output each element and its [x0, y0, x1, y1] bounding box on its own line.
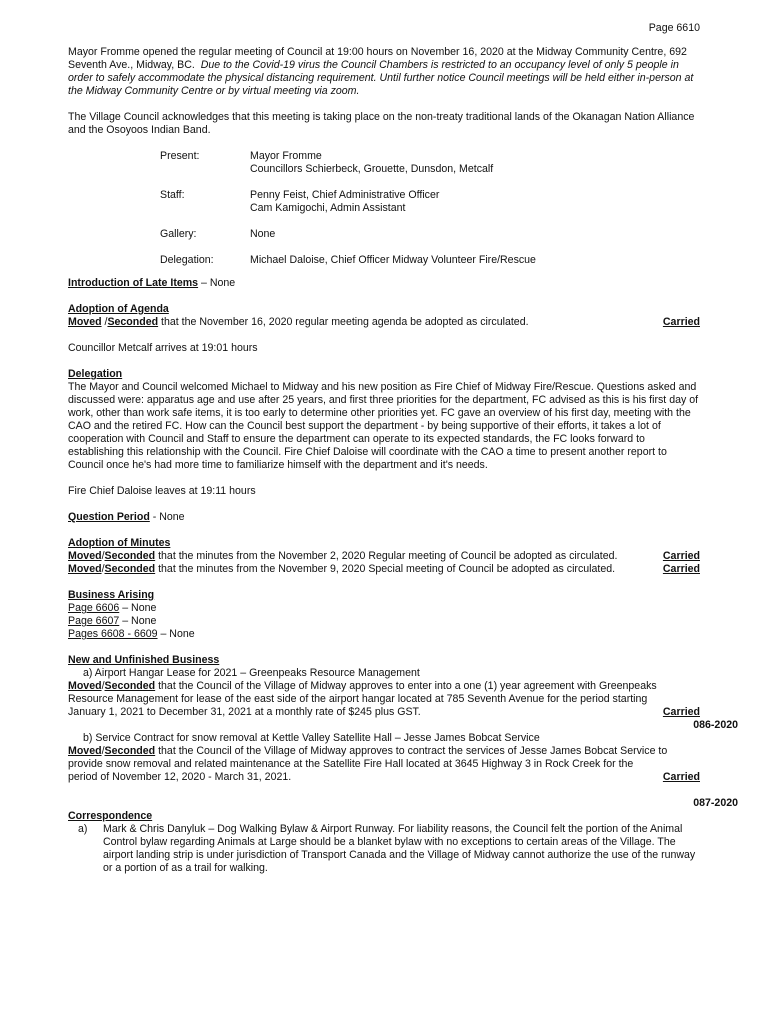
covid-note: Due to the Covid-19 virus the Council Chambers is restricted to an occupancy level of only 5 people in order to safely accommodate the physical distancing requirement. Until further notice Council meetings will be held either in-person at the Midway Community Centre or by virtual meeting via zoom.: [68, 59, 694, 97]
present-mayor: Mayor Fromme: [250, 150, 322, 162]
delegation-heading: Delegation: [68, 368, 123, 380]
minutes-moved-1: Moved: [68, 550, 102, 562]
business-arising-item-text: – None: [157, 628, 195, 640]
question-period-text: - None: [149, 511, 185, 523]
late-items-heading: Introduction of Late Items: [68, 277, 199, 289]
agenda-text: that the November 16, 2020 regular meeting agenda be adopted as circulated.: [158, 316, 529, 328]
business-arising-heading: Business Arising: [68, 589, 155, 601]
item-b-seconded: Seconded: [104, 745, 156, 757]
present-label: Present:: [160, 150, 200, 162]
attendance-present: [160, 150, 700, 176]
item-a-seconded: Seconded: [104, 680, 156, 692]
business-arising-item: [68, 602, 700, 615]
item-b-moved: Moved: [68, 745, 102, 757]
present-councillors: Councillors Schierbeck, Grouette, Dunsdon, Metcalf: [250, 163, 494, 175]
agenda-moved: Moved: [68, 316, 102, 328]
staff-cao: Penny Feist, Chief Administrative Officer: [250, 189, 440, 201]
new-business-heading: New and Unfinished Business: [68, 654, 220, 666]
question-period: [68, 511, 700, 524]
item-a-text: that the Council of the Village of Midway approves to enter into a one (1) year agreement with Greenpeaks Resource Management for lease of the east side of the airport hangar located at 785 Seventh Avenue for the period starting: [68, 680, 657, 705]
business-arising-item: [68, 628, 700, 641]
page-6607-link[interactable]: Page 6607: [68, 615, 120, 627]
fire-chief-leaves: Fire Chief Daloise leaves at 19:11 hours: [68, 485, 256, 497]
correspondence-heading: Correspondence: [68, 810, 153, 822]
business-arising-item-text: – None: [119, 602, 157, 614]
resolution-number-b: 087-2020: [693, 797, 738, 809]
item-a-text-end: January 1, 2021 to December 31, 2021 at a monthly rate of $245 plus GST.: [68, 706, 421, 718]
delegation-value: Michael Daloise, Chief Officer Midway Volunteer Fire/Rescue: [250, 254, 536, 266]
new-business-item-a-title: a) Airport Hangar Lease for 2021 – Greenpeaks Resource Management: [83, 667, 420, 679]
minutes-motion-2: [68, 563, 700, 576]
item-a-result: Carried: [662, 706, 700, 718]
opening-paragraph: [68, 46, 700, 98]
new-business-item-a-motion: [68, 680, 700, 706]
delegation-label: Delegation:: [160, 254, 214, 266]
correspondence-item-letter: a): [78, 823, 88, 835]
minutes-motion-1: [68, 550, 700, 563]
metcalf-arrives: Councillor Metcalf arrives at 19:01 hours: [68, 342, 258, 354]
agenda-seconded: Seconded: [107, 316, 159, 328]
minutes-text-2: that the minutes from the November 9, 2020 Special meeting of Council be adopted as circulated.: [155, 563, 616, 575]
correspondence-item-a: [68, 823, 700, 875]
question-period-heading: Question Period: [68, 511, 150, 523]
item-a-slash: /: [101, 680, 105, 692]
land-acknowledgement: The Village Council acknowledges that this meeting is taking place on the non-treaty traditional lands of the Okanagan Nation Alliance and the Osoyoos Indian Band.: [68, 111, 695, 136]
minutes-text-1: that the minutes from the November 2, 2020 Regular meeting of Council be adopted as circulated.: [155, 550, 618, 562]
resolution-number-a: 086-2020: [693, 719, 738, 731]
gallery-value: None: [250, 228, 276, 240]
minutes-result-2: Carried: [662, 563, 700, 575]
attendance-gallery: [160, 228, 700, 241]
business-arising-item: [68, 615, 700, 628]
new-business-item-b-title: b) Service Contract for snow removal at Kettle Valley Satellite Hall – Jesse James Bobcat Service: [83, 732, 540, 744]
item-b-text-end: period of November 12, 2020 - March 31, 2021.: [68, 771, 292, 783]
item-b-result: Carried: [662, 771, 700, 783]
agenda-slash: /: [101, 316, 108, 328]
item-a-final-line: [68, 706, 700, 719]
page-number: Page 6610: [648, 22, 700, 34]
opening-text: Mayor Fromme opened the regular meeting of Council at 19:00 hours on November 16, 2020 at the Midway Community Centre, 692 Seventh Ave., Midway, BC.: [68, 46, 687, 71]
minutes-result-1: Carried: [662, 550, 700, 562]
item-a-moved: Moved: [68, 680, 102, 692]
page-6606-link[interactable]: Page 6606: [68, 602, 120, 614]
business-arising-item-text: – None: [119, 615, 157, 627]
minutes-body: [68, 46, 738, 875]
item-b-final-line: [68, 771, 700, 784]
minutes-slash-2: /: [101, 563, 105, 575]
minutes-heading: Adoption of Minutes: [68, 537, 171, 549]
agenda-result: Carried: [662, 316, 700, 328]
minutes-moved-2: Moved: [68, 563, 102, 575]
pages-6608-6609-link[interactable]: Pages 6608 - 6609: [68, 628, 158, 640]
agenda-motion: [68, 316, 700, 329]
minutes-seconded-2: Seconded: [104, 563, 156, 575]
new-business-item-b-motion: [68, 745, 700, 771]
attendance-block: [160, 150, 700, 267]
minutes-slash-1: /: [101, 550, 105, 562]
late-items: [68, 277, 700, 290]
attendance-delegation: [160, 254, 700, 267]
item-b-slash: /: [101, 745, 105, 757]
attendance-staff: [160, 189, 700, 215]
gallery-label: Gallery:: [160, 228, 197, 240]
item-b-text: that the Council of the Village of Midway approves to contract the services of Jesse James Bobcat Service to provide snow removal and related maintenance at the Satellite Fire Hall located at 3645 Highway 3 in Rock Creek for the: [68, 745, 668, 770]
correspondence-item-text: Mark & Chris Danyluk – Dog Walking Bylaw & Airport Runway. For liability reasons, the Council felt the portion of the Animal Control bylaw regarding Animals at Large should be a blanket bylaw with no exceptions to certain areas of the Village. The airport landing strip is under jurisdiction of Transport Canada and the Village of Midway cannot authorize the use of the runway or a portion of as a trail for walking.: [103, 823, 696, 874]
minutes-seconded-1: Seconded: [104, 550, 156, 562]
staff-admin: Cam Kamigochi, Admin Assistant: [250, 202, 406, 214]
staff-label: Staff:: [160, 189, 185, 201]
agenda-heading: Adoption of Agenda: [68, 303, 169, 315]
delegation-text: The Mayor and Council welcomed Michael to Midway and his new position as Fire Chief of Midway Fire/Rescue. Questions asked and discussed were: apparatus age and use after 25 years, and first three priorities for the department, FC advised as this is his first day of work, other than work safe items, it is too early to determine other priorities yet. FC gave an overview of his first day, meeting with the CAO and the retired FC. How can the Council best support the department - by being supportive of their efforts, it takes a lot of cooperation with Council and Staff to ensure the department can operate to its expected standards, the FC looks forward to establishing this relationship with the Council. Fire Chief Daloise will coordinate with the CAO a time to present another report to Council once he's had more time to familiarize himself with the department and it's needs.: [68, 381, 699, 471]
late-items-text: – None: [198, 277, 236, 289]
